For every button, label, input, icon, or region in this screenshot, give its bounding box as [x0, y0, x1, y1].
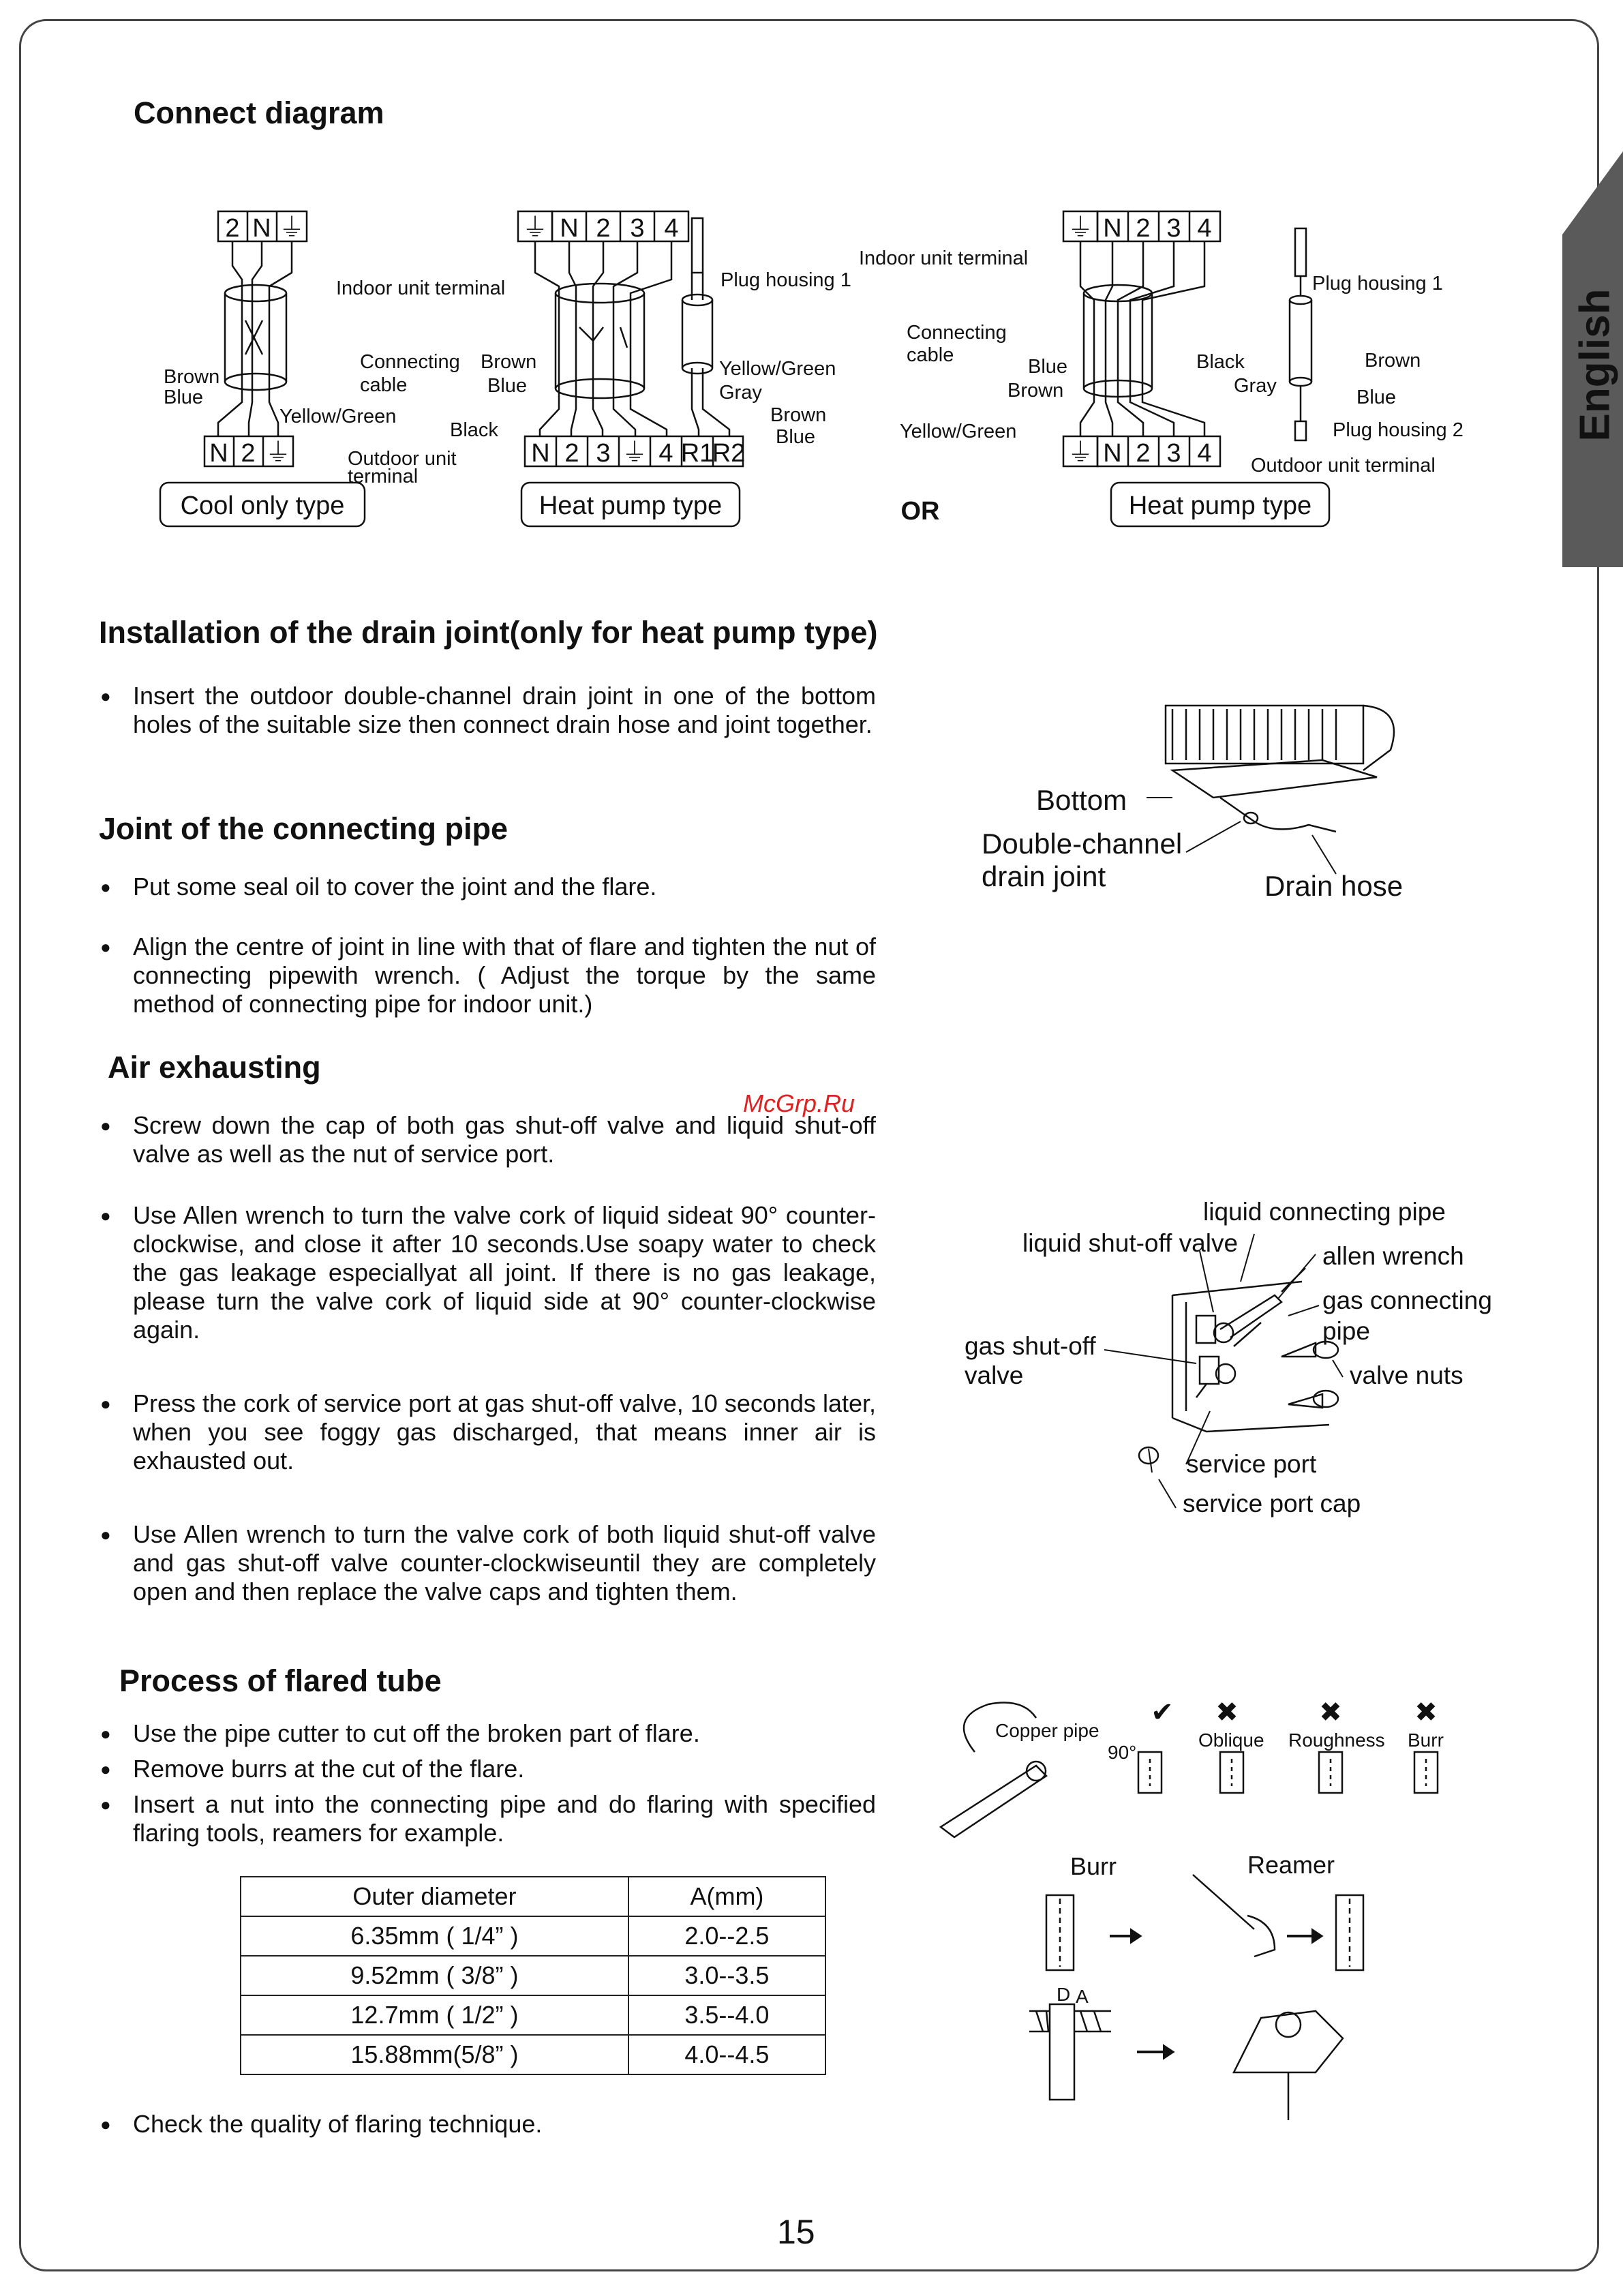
svg-text:Reamer: Reamer: [1247, 1851, 1335, 1879]
svg-text:90°: 90°: [1108, 1742, 1137, 1763]
flare-table-row: [241, 2035, 825, 2074]
flare-table-cell: 2.0--2.5: [628, 1916, 825, 1956]
svg-text:✖: ✖: [1215, 1697, 1239, 1727]
pipe-joint-bullets: [99, 873, 876, 1050]
svg-text:Burr: Burr: [1408, 1729, 1444, 1751]
svg-text:Drain hose: Drain hose: [1264, 870, 1404, 902]
language-tab-label-wrap: [1558, 273, 1623, 457]
svg-text:service port cap: service port cap: [1183, 1490, 1361, 1517]
page-number: 15: [777, 2213, 815, 2251]
pipe-joint-bullet: ● Put some seal oil to cover the joint and the flare.: [99, 873, 876, 901]
svg-text:Yellow/Green: Yellow/Green: [719, 358, 836, 380]
svg-text:Brown: Brown: [770, 404, 827, 426]
svg-text:✖: ✖: [1414, 1697, 1438, 1727]
air-bullet: ● Use Allen wrench to turn the valve cork of both liquid shut-off valve and gas shut-off valve counter-clockwiseuntil they are completely open and then replace the valve caps and tighten them.: [99, 1520, 876, 1606]
flare-table-cell: 3.5--4.0: [628, 1995, 825, 2035]
svg-text:Brown: Brown: [164, 366, 220, 388]
svg-text:Blue: Blue: [164, 387, 204, 408]
svg-text:Outdoor unit terminal: Outdoor unit terminal: [1251, 455, 1436, 477]
pipe-joint-bullet: ● Align the centre of joint in line with that of flare and tighten the nut of connecting pipewith wrench. ( Adjust the torque by the same method of connecting pipe for indoor unit.): [99, 933, 876, 1018]
svg-text:Brown: Brown: [1365, 350, 1421, 372]
svg-text:Heat pump type: Heat pump type: [539, 492, 723, 520]
svg-text:allen wrench: allen wrench: [1322, 1242, 1464, 1270]
svg-text:2: 2: [225, 214, 240, 243]
svg-text:Outdoor unit: Outdoor unit: [348, 448, 457, 470]
svg-text:Double-channel: Double-channel: [982, 828, 1183, 860]
svg-text:Blue: Blue: [1028, 356, 1068, 378]
svg-text:Blue: Blue: [776, 426, 816, 448]
svg-text:Connecting: Connecting: [907, 322, 1007, 344]
svg-text:N: N: [560, 214, 579, 243]
svg-text:N: N: [209, 439, 228, 468]
svg-text:N: N: [1103, 214, 1122, 243]
svg-text:service port: service port: [1186, 1450, 1317, 1478]
svg-text:✖: ✖: [1319, 1697, 1342, 1727]
svg-text:3: 3: [630, 214, 645, 243]
flare-table: [240, 1876, 826, 2075]
svg-text:Indoor unit terminal: Indoor unit terminal: [336, 277, 506, 299]
svg-text:4: 4: [658, 439, 673, 468]
flare-table-cell: 3.0--3.5: [628, 1956, 825, 1995]
flare-last-bullet-list: [99, 2110, 876, 2170]
svg-text:R2: R2: [712, 439, 746, 468]
svg-text:N: N: [252, 214, 271, 243]
svg-text:2: 2: [1136, 214, 1151, 243]
svg-text:Cool only type: Cool only type: [180, 492, 345, 520]
flare-bullets: [99, 1719, 876, 1854]
air-bullets: [99, 1111, 876, 1637]
flare-table-header: [241, 1877, 825, 1916]
wiring-diagram: [150, 205, 1486, 545]
air-bullet: ● Use Allen wrench to turn the valve cork of liquid sideat 90° counter-clockwise, and close it after 10 seconds.Use soapy water to check the gas leakage especiallyat all joint. If there is no gas leakage, please turn the valve cork of liquid side at 90° counter-clockwise again.: [99, 1201, 876, 1344]
drain-figure: [968, 695, 1472, 913]
svg-text:⏚: ⏚: [1067, 439, 1094, 468]
svg-text:⏚: ⏚: [621, 439, 648, 468]
svg-text:Brown: Brown: [481, 351, 537, 373]
svg-text:2: 2: [564, 439, 579, 468]
flare-table-row: [241, 1916, 825, 1956]
svg-text:3: 3: [1166, 439, 1181, 468]
flare-figure: [934, 1691, 1479, 2127]
svg-text:Gray: Gray: [1234, 375, 1277, 397]
svg-text:4: 4: [1197, 214, 1212, 243]
svg-text:✔: ✔: [1151, 1697, 1174, 1727]
svg-text:Burr: Burr: [1070, 1852, 1117, 1880]
svg-text:Copper pipe: Copper pipe: [995, 1720, 1099, 1741]
flare-table-row: [241, 1995, 825, 2035]
svg-text:Oblique: Oblique: [1198, 1729, 1264, 1751]
svg-text:⏚: ⏚: [521, 214, 549, 243]
pipe-joint-title: Joint of the connecting pipe: [99, 811, 508, 846]
drain-bullet: ● Insert the outdoor double-channel drain joint in one of the bottom holes of the suitable size then connect drain hose and joint together.: [99, 682, 876, 739]
svg-text:2: 2: [596, 214, 611, 243]
svg-text:terminal: terminal: [348, 466, 419, 487]
flare-table-row: [241, 1956, 825, 1995]
watermark: McGrp.Ru: [743, 1089, 855, 1117]
air-bullet: ● Press the cork of service port at gas shut-off valve, 10 seconds later, when you see foggy gas discharged, that means inner air is exhausted out.: [99, 1389, 876, 1475]
svg-text:Heat pump type: Heat pump type: [1128, 492, 1312, 520]
svg-text:4: 4: [1197, 439, 1212, 468]
svg-text:4: 4: [664, 214, 679, 243]
svg-text:Blue: Blue: [1356, 387, 1397, 408]
svg-text:Black: Black: [450, 419, 498, 441]
svg-text:Brown: Brown: [1007, 380, 1064, 402]
svg-text:N: N: [1103, 439, 1122, 468]
svg-text:valve nuts: valve nuts: [1350, 1361, 1463, 1389]
svg-text:gas shut-off: gas shut-off: [965, 1332, 1096, 1360]
svg-text:cable: cable: [360, 374, 408, 396]
svg-text:A: A: [1076, 1986, 1089, 2007]
flare-bullet: ● Remove burrs at the cut of the flare.: [99, 1755, 876, 1783]
drain-bullets: [99, 682, 876, 770]
svg-text:Plug housing 1: Plug housing 1: [721, 269, 851, 291]
flare-table-cell: 6.35mm ( 1/4” ): [241, 1916, 628, 1956]
svg-text:Blue: Blue: [487, 375, 528, 397]
svg-text:Black: Black: [1196, 351, 1245, 373]
svg-text:Indoor unit terminal: Indoor unit terminal: [859, 247, 1029, 269]
svg-text:⏚: ⏚: [1067, 214, 1094, 243]
svg-text:gas connecting: gas connecting: [1322, 1286, 1492, 1314]
svg-text:3: 3: [1166, 214, 1181, 243]
flare-bullet: ● Check the quality of flaring technique.: [99, 2110, 876, 2139]
svg-text:cable: cable: [907, 344, 954, 366]
svg-text:2: 2: [1136, 439, 1151, 468]
flare-bullet: ● Use the pipe cutter to cut off the broken part of flare.: [99, 1719, 876, 1748]
language-tab-label: English: [1571, 288, 1619, 441]
svg-text:liquid shut-off valve: liquid shut-off valve: [1022, 1229, 1239, 1257]
flare-table-header-cell: Outer diameter: [241, 1877, 628, 1916]
svg-text:Yellow/Green: Yellow/Green: [900, 421, 1017, 442]
svg-text:2: 2: [241, 439, 256, 468]
svg-text:Bottom: Bottom: [1036, 784, 1127, 816]
svg-text:liquid connecting pipe: liquid connecting pipe: [1203, 1198, 1446, 1226]
flare-table-cell: 9.52mm ( 3/8” ): [241, 1956, 628, 1995]
svg-text:⏚: ⏚: [278, 214, 305, 243]
svg-text:N: N: [531, 439, 550, 468]
svg-text:Connecting: Connecting: [360, 351, 460, 373]
connect-diagram-title: Connect diagram: [134, 95, 384, 130]
flare-table-cell: 12.7mm ( 1/2” ): [241, 1995, 628, 2035]
svg-text:Roughness: Roughness: [1288, 1729, 1385, 1751]
svg-text:⏚: ⏚: [264, 439, 292, 468]
svg-text:Plug housing 2: Plug housing 2: [1333, 419, 1463, 441]
svg-text:3: 3: [596, 439, 611, 468]
svg-text:valve: valve: [965, 1361, 1024, 1389]
svg-text:Yellow/Green: Yellow/Green: [279, 406, 397, 427]
drain-title: Installation of the drain joint(only for heat pump type): [99, 615, 878, 650]
valve-figure: [961, 1179, 1520, 1520]
svg-text:Gray: Gray: [719, 382, 762, 404]
flare-title: Process of flared tube: [119, 1663, 442, 1698]
flare-bullet: ● Insert a nut into the connecting pipe and do flaring with specified flaring tools, reamers for example.: [99, 1790, 876, 1847]
svg-text:OR: OR: [900, 497, 940, 526]
svg-text:drain joint: drain joint: [982, 860, 1106, 892]
flare-table-header-cell: A(mm): [628, 1877, 825, 1916]
svg-text:pipe: pipe: [1322, 1317, 1370, 1345]
air-bullet: ● Screw down the cap of both gas shut-off valve and liquid shut-off valve as well as the nut of service port.: [99, 1111, 876, 1168]
flare-table-cell: 15.88mm(5/8” ): [241, 2035, 628, 2074]
svg-text:D: D: [1057, 1984, 1071, 2005]
air-title: Air exhausting: [108, 1050, 321, 1085]
svg-text:R1: R1: [680, 439, 714, 468]
svg-text:Plug housing 1: Plug housing 1: [1312, 273, 1443, 294]
flare-table-cell: 4.0--4.5: [628, 2035, 825, 2074]
